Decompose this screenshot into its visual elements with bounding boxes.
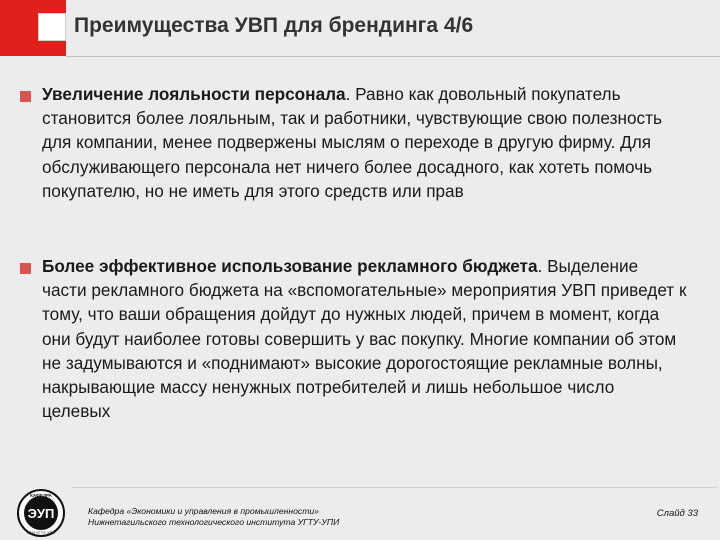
bullet-heading: Увеличение лояльности персонала (42, 84, 346, 104)
bullet-marker-icon (20, 263, 31, 274)
bullet-text (42, 254, 687, 423)
department-logo-icon (12, 488, 70, 538)
footer-divider (72, 487, 717, 488)
logo-bottom-text: НТИ УГТУ-УПИ (26, 530, 56, 535)
bullet-body: . Выделение части рекламного бюджета на «вспомогательные» мероприятия УВП приведет к тому, что ваши обращения дойдут до нужных людей, причем в момент, когда они будут наиболее готовы совершить у вас покупку. Многие компании об этом не задумываются и «поднимают» высокие дорогостоящие рекламные волны, накрывающие массу ненужных потребителей и лишь небольшое число целевых (42, 256, 687, 422)
bullet-heading: Более эффективное использование рекламного бюджета (42, 256, 538, 276)
bullet-body: . Равно как довольный покупатель становится более лояльным, так и работники, чувствующие свою полезность для компании, менее подвержены мыслям о переходе в другую фирму. Для обслуживающего персонала нет ничего более досадного, как хотеть помочь покупателю, но не иметь для этого средств или прав (42, 84, 662, 201)
slide-title: Преимущества УВП для брендинга 4/6 (74, 14, 474, 37)
footer-department (88, 506, 418, 528)
corner-square (38, 13, 66, 41)
footer-line-2: Нижнетагильского технологического института УГТУ-УПИ (88, 517, 340, 527)
bullet-marker-icon (20, 91, 31, 102)
bullet-text (42, 82, 687, 203)
footer-line-1: Кафедра «Экономики и управления в промышленности» (88, 506, 319, 516)
logo-main-text: ЭУП (27, 506, 55, 521)
title-divider (66, 56, 720, 57)
slide-number: Слайд 33 (656, 508, 698, 519)
logo-top-text: КАФЕДРА (30, 493, 52, 498)
